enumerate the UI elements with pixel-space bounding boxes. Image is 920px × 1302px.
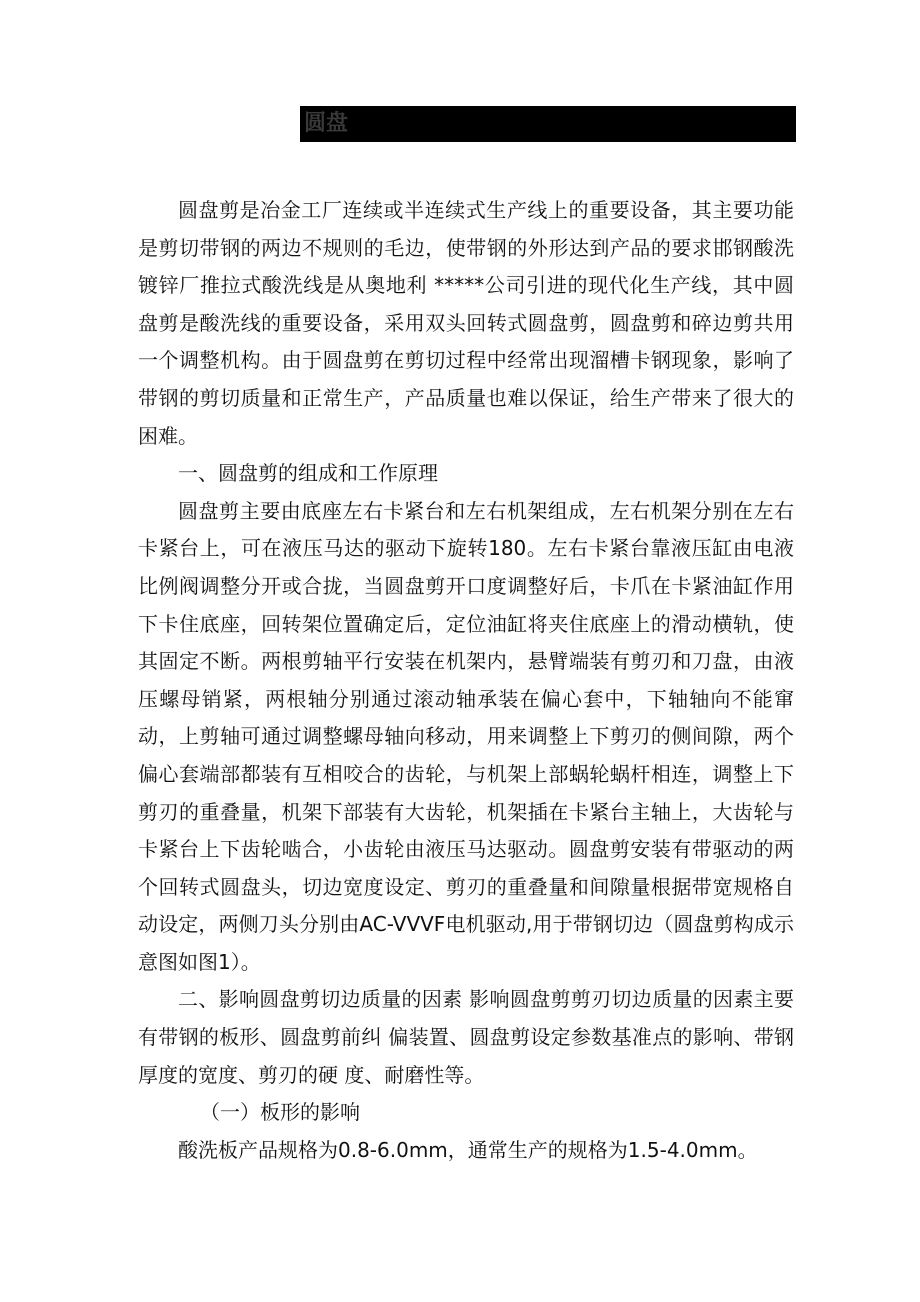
- paragraph-spec: 酸洗板产品规格为0.8-6.0mm，通常生产的规格为1.5-4.0mm。: [178, 1137, 758, 1162]
- document-title: 圆盘: [304, 111, 349, 136]
- heading-section-1: 一、圆盘剪的组成和工作原理: [178, 461, 438, 486]
- title-bar: [300, 106, 796, 142]
- paragraph-composition: 圆盘剪主要由底座左右卡紧台和左右机架组成，左右机架分别在左右卡紧台上，可在液压马达的驱动下旋转180。左右卡紧台靠液压缸由电液比例阀调整分开或合拢，当圆盘剪开口度调整好后，卡爪在卡紧油缸作用下卡住底座，回转架位置确定后，定位油缸将夹住底座上的滑动横轨，使其固定不断。两根剪轴平行安装在机架内，悬臂端装有剪刃和刀盘，由液压螺母销紧，两根轴分别通过滚动轴承装在偏心套中，下轴轴向不能窜动，上剪轴可通过调整螺母轴向移动，用来调整上下剪刃的侧间隙，两个偏心套端部都装有互相咬合的齿轮，与机架上部蜗轮蜗杆相连，调整上下剪刃的重叠量，机架下部装有大齿轮，机架插在卡紧台主轴上，大齿轮与卡紧台上下齿轮啮合，小齿轮由液压马达驱动。圆盘剪安装有带驱动的两个回转式圆盘头，切边宽度设定、剪刃的重叠量和间隙量根据带宽规格自动设定，两侧刀头分别由AC-VVVF电机驱动,用于带钢切边（圆盘剪构成示意图如图1）。: [138, 498, 794, 974]
- heading-subsection-1: （一）板形的影响: [200, 1100, 360, 1125]
- document-body: [138, 192, 794, 1169]
- paragraph-factors: 二、影响圆盘剪切边质量的因素 影响圆盘剪剪刃切边质量的因素主要有带钢的板形、圆盘剪前纠 偏装置、圆盘剪设定参数基准点的影响、带钢厚度的宽度、剪刃的硬 度、耐磨性等。: [138, 987, 794, 1087]
- paragraph-intro: 圆盘剪是冶金工厂连续或半连续式生产线上的重要设备，其主要功能是剪切带钢的两边不规则的毛边，使带钢的外形达到产品的要求邯钢酸洗镀锌厂推拉式酸洗线是从奥地利 *****公司引进的现代化生产线，其中圆盘剪是酸洗线的重要设备，采用双头回转式圆盘剪，圆盘剪和碎边剪共用一个调整机构。由于圆盘剪在剪切过程中经常出现溜槽卡钢现象，影响了带钢的剪切质量和正常生产，产品质量也难以保证，给生产带来了很大的困难。: [138, 198, 794, 448]
